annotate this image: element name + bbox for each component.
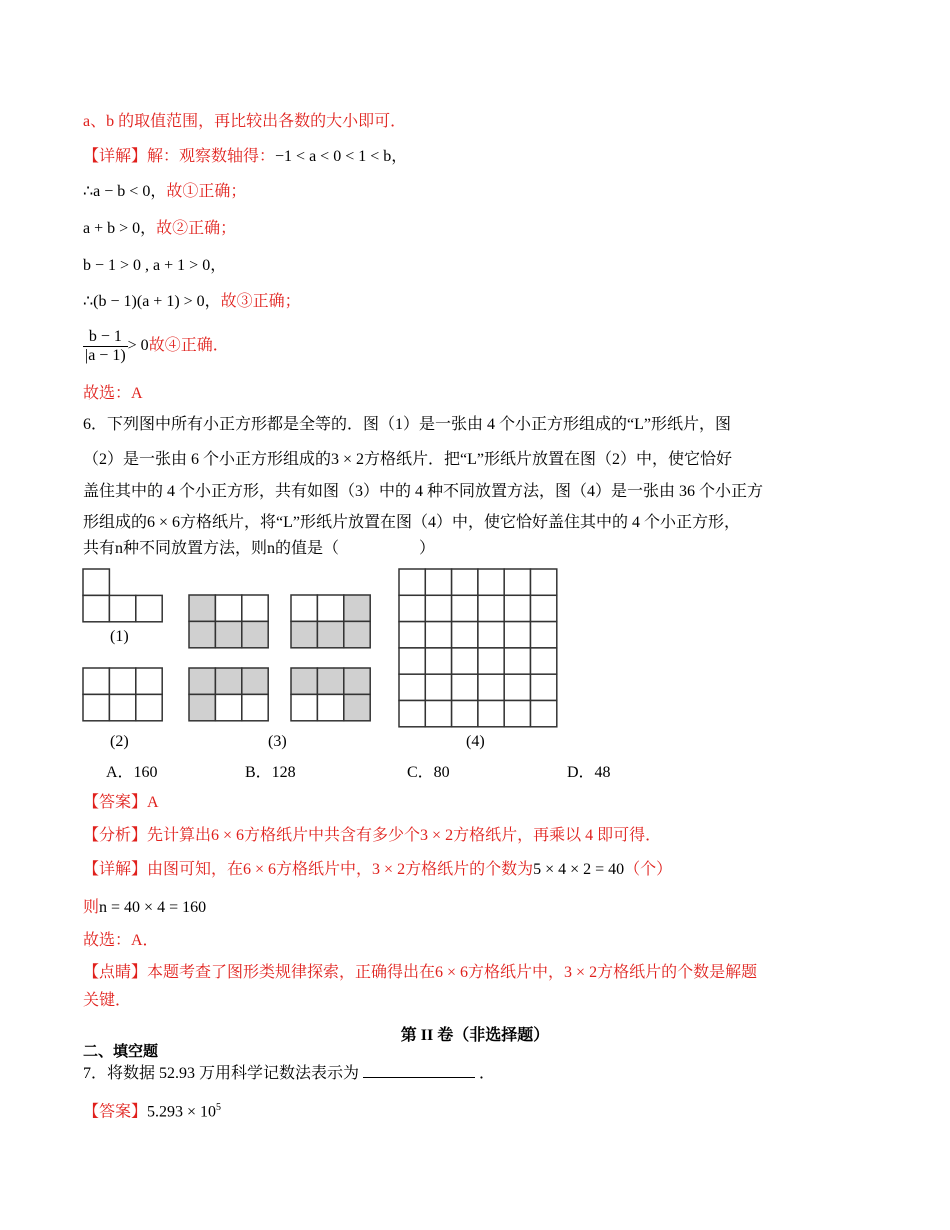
placement-3-cell <box>215 668 241 694</box>
grid-6x6-cell <box>478 569 504 595</box>
q7-line <box>83 1062 495 1084</box>
step-math: ∴a − b < 0， <box>83 183 167 200</box>
placement-3-cell <box>215 694 241 720</box>
detail-text: 解：观察数轴得： <box>147 148 276 165</box>
grid-6x6-cell <box>452 701 478 727</box>
step-text: 故③正确； <box>220 293 301 310</box>
placement-2-cell <box>291 621 317 647</box>
grid-6x6-cell <box>425 674 451 700</box>
part-title: 第 II 卷（非选择题） <box>400 1027 550 1044</box>
detail-label: 【详解】 <box>83 148 148 165</box>
option-a: A．160 <box>106 764 158 781</box>
grid-6x6-cell <box>504 569 530 595</box>
then-math: n = 40 × 4 = 160 <box>99 899 207 916</box>
detail-math: 5 × 4 × 2 = 40 <box>533 861 625 878</box>
grid-6x6-cell <box>478 622 504 648</box>
answer-exponent: 5 <box>216 1102 222 1113</box>
grid-6x6-cell <box>531 674 557 700</box>
q7-end: ． <box>479 1065 496 1082</box>
q7-text: 7．将数据 52.93 万用科学记数法表示为 <box>83 1065 360 1082</box>
answer-label: 【答案】 <box>83 1103 148 1121</box>
step-text: 故①正确； <box>166 183 247 200</box>
grid-6x6-cell <box>504 622 530 648</box>
grid-3x2-cell <box>109 668 135 694</box>
placement-4-cell <box>291 668 317 694</box>
grid-6x6-cell <box>478 701 504 727</box>
placement-3-cell <box>189 694 215 720</box>
detail-6 <box>83 860 672 880</box>
option-b: B．128 <box>245 764 296 781</box>
grid-6x6-cell <box>425 648 451 674</box>
placement-4-cell <box>344 668 370 694</box>
l-shape-cell <box>109 595 135 621</box>
grid-6x6-cell <box>504 648 530 674</box>
answer-7 <box>83 1098 221 1122</box>
placement-2-cell <box>291 595 317 621</box>
placement-3-cell <box>189 668 215 694</box>
step-text: 故②正确； <box>156 220 237 237</box>
placement-4-cell <box>344 694 370 720</box>
figure-label-1: (1) <box>110 628 129 645</box>
answer-value: A <box>147 794 159 811</box>
choice: 故选：A <box>83 385 143 402</box>
placement-2-cell <box>344 621 370 647</box>
grid-6x6-cell <box>399 701 425 727</box>
comment-6-cont: 关键． <box>83 992 132 1009</box>
grid-6x6-cell <box>399 674 425 700</box>
grid-3x2-cell <box>109 694 135 720</box>
detail-unit: （个） <box>624 861 673 878</box>
grid-6x6-cell <box>399 569 425 595</box>
grid-6x6-cell <box>478 674 504 700</box>
grid-6x6-cell <box>531 622 557 648</box>
placement-2-cell <box>317 595 343 621</box>
step-math: ∴(b − 1)(a + 1) > 0， <box>83 293 221 310</box>
grid-6x6-cell <box>504 701 530 727</box>
choice-6: 故选：A． <box>83 932 159 949</box>
l-shape-cell <box>83 595 109 621</box>
placement-1-cell <box>215 621 241 647</box>
placement-1-cell <box>215 595 241 621</box>
fraction-numerator: b − 1 <box>83 328 128 347</box>
figure-label-3: (3) <box>268 733 287 750</box>
then-line <box>83 898 206 918</box>
grid-6x6-cell <box>531 595 557 621</box>
grid-6x6-cell <box>425 622 451 648</box>
option-d: D．48 <box>567 764 611 781</box>
q6-line: 共有n种不同放置方法，则n的值是（ ） <box>83 540 436 557</box>
q6-line: 6．下列图中所有小正方形都是全等的．图（1）是一张由 4 个小正方形组成的“L”形纸片，图 <box>83 416 731 433</box>
grid-3x2-cell <box>136 694 162 720</box>
grid-3x2-cell <box>136 668 162 694</box>
placement-4-cell <box>317 668 343 694</box>
grid-6x6-cell <box>452 648 478 674</box>
l-shape-cell <box>83 569 109 595</box>
grid-6x6-cell <box>399 595 425 621</box>
grid-6x6-cell <box>504 674 530 700</box>
placement-4-cell <box>317 694 343 720</box>
comment-text: 本题考查了图形类规律探索，正确得出在6 × 6方格纸片中，3 × 2方格纸片的个数是解题 <box>147 964 758 981</box>
solution-intro: a、b 的取值范围，再比较出各数的大小即可． <box>83 113 407 130</box>
grid-3x2-cell <box>83 668 109 694</box>
then-label: 则 <box>83 899 100 916</box>
placement-1-cell <box>242 595 268 621</box>
answer-value: 5.293 × 10 <box>147 1103 217 1121</box>
grid-6x6-cell <box>452 569 478 595</box>
placement-2-cell <box>317 621 343 647</box>
option-c: C．80 <box>407 764 450 781</box>
grid-6x6-cell <box>399 648 425 674</box>
figure-label-4: (4) <box>466 733 485 750</box>
comment-label: 【点睛】 <box>83 964 148 981</box>
placement-2-cell <box>344 595 370 621</box>
grid-6x6-cell <box>531 648 557 674</box>
analysis-6 <box>83 826 661 846</box>
section-heading: 二、填空题 <box>83 1044 159 1060</box>
answer-6 <box>83 793 159 813</box>
grid-6x6-cell <box>425 595 451 621</box>
grid-6x6-cell <box>531 569 557 595</box>
step-math: a + b > 0， <box>83 220 157 237</box>
placement-3-cell <box>242 668 268 694</box>
step-math: > 0 <box>127 337 149 355</box>
placement-1-cell <box>242 621 268 647</box>
grid-6x6-cell <box>478 648 504 674</box>
placement-4-cell <box>291 694 317 720</box>
answer-blank <box>363 1062 475 1078</box>
fraction-denominator: |a − 1) <box>85 347 126 364</box>
detail-text: 由图可知，在6 × 6方格纸片中，3 × 2方格纸片的个数为 <box>147 861 534 878</box>
grid-6x6-cell <box>425 701 451 727</box>
grid-6x6-cell <box>452 595 478 621</box>
placement-1-cell <box>189 595 215 621</box>
analysis-label: 【分析】 <box>83 827 148 844</box>
grid-6x6-cell <box>399 622 425 648</box>
grid-6x6-cell <box>504 595 530 621</box>
grid-6x6-cell <box>531 701 557 727</box>
step-text: 故④正确． <box>148 337 229 355</box>
figure-label-2: (2) <box>110 733 129 750</box>
q6-line: 形组成的6 × 6方格纸片，将“L”形纸片放置在图（4）中，使它恰好盖住其中的 4 个小正方形， <box>83 514 741 531</box>
grid-6x6-cell <box>478 595 504 621</box>
comment-6 <box>83 963 757 983</box>
grid-6x6-cell <box>452 622 478 648</box>
l-shape-cell <box>136 595 162 621</box>
answer-label: 【答案】 <box>83 794 148 811</box>
detail-math: −1 < a < 0 < 1 < b， <box>275 148 408 165</box>
analysis-text: 先计算出6 × 6方格纸片中共含有多少个3 × 2方格纸片，再乘以 4 即可得． <box>147 827 662 844</box>
step-3: b − 1 > 0 , a + 1 > 0， <box>83 257 227 274</box>
grid-6x6-cell <box>425 569 451 595</box>
grid-6x6-cell <box>452 674 478 700</box>
placement-3-cell <box>242 694 268 720</box>
q6-line: （2）是一张由 6 个小正方形组成的3 × 2方格纸片．把“L”形纸片放置在图（2）中，使它恰好 <box>83 451 733 468</box>
placement-1-cell <box>189 621 215 647</box>
q6-line: 盖住其中的 4 个小正方形，共有如图（3）中的 4 种不同放置方法，图（4）是一张由 36 个小正方 <box>83 483 764 500</box>
detail-label: 【详解】 <box>83 861 148 878</box>
grid-3x2-cell <box>83 694 109 720</box>
